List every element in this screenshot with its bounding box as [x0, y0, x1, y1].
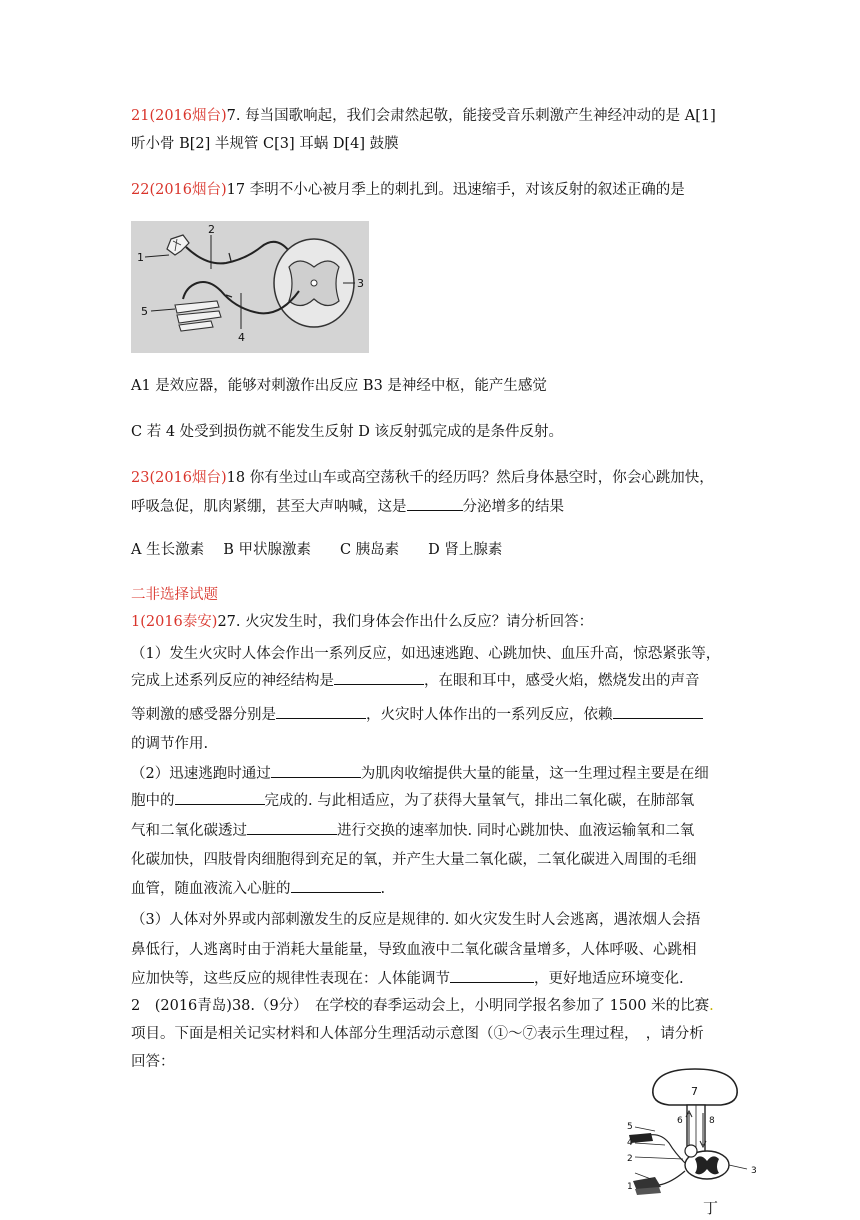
q21-line1 [131, 106, 716, 126]
q1-p1-line3 [131, 704, 703, 725]
q1-p2-line1-part2: 为肌肉收缩提供大量的能量，这一生理过程主要是在细 [360, 766, 709, 782]
fig2-label-2: 2 [627, 1154, 633, 1164]
reflex-arc-figure [131, 221, 369, 353]
fig2-label-7: 7 [691, 1085, 698, 1098]
q1-p2-line1-part1: （2）迅速逃跑时通过 [131, 766, 271, 782]
q23-line2-part2: 分泌增多的结果 [462, 499, 564, 515]
fig2-label-5: 5 [627, 1122, 633, 1132]
q1-p1-line1: （1）发生火灾时人体会作出一系列反应，如迅速逃跑、心跳加快、血压升高，惊恐紧张等， [131, 646, 721, 662]
q2-line1 [131, 996, 714, 1016]
fig1-label-4: 4 [238, 331, 245, 344]
answer-blank[interactable] [271, 763, 361, 778]
q1-p1-line2-part2: ，在眼和耳中，感受火焰，燃烧发出的声音 [424, 673, 700, 689]
answer-blank[interactable] [407, 496, 463, 511]
answer-blank[interactable] [291, 878, 381, 893]
q1-p2-line2-part2: 完成的. 与此相适应，为了获得大量氧气，排出二氧化碳，在肺部氧 [264, 793, 695, 809]
q1-p2-line5 [131, 878, 385, 899]
answer-blank[interactable] [334, 670, 424, 685]
q1-p2-line1 [131, 763, 709, 784]
physiology-figure [625, 1063, 765, 1216]
q1-p3-line2: 鼻低行，人逃离时由于消耗大量能量，导致血液中二氧化碳含量增多，人体呼吸、心跳相 [131, 942, 697, 958]
fig2-label-3: 3 [751, 1166, 757, 1176]
q1-p2-line3-part2: 进行交换的速率加快. 同时心跳加快、血液运输氧和二氧 [337, 823, 695, 839]
q2-marker: . [709, 998, 714, 1014]
answer-blank[interactable] [450, 968, 534, 983]
fig2-label-6: 6 [677, 1116, 683, 1126]
q1-p2-line4: 化碳加快，四肢骨肉细胞得到充足的氧，并产生大量二氧化碳，二氧化碳进入周围的毛细 [131, 852, 697, 868]
answer-blank[interactable] [276, 704, 366, 719]
fig2-label-8: 8 [709, 1116, 715, 1126]
q23-text: 18 你有坐过山车或高空荡秋千的经历吗？然后身体悬空时，你会心跳加快， [226, 470, 714, 486]
q2-line3: 回答： [131, 1054, 175, 1070]
brain-spinal-diagram [625, 1063, 765, 1216]
q21-source: 21(2016烟台) [131, 108, 227, 124]
q23-line2 [131, 496, 564, 517]
q1-p1-line3-part1: 等刺激的感受器分别是 [131, 707, 276, 723]
q1-p3-line3-part2: ，更好地适应环境变化. [534, 971, 684, 987]
fig2-label-4: 4 [627, 1138, 633, 1148]
answer-blank[interactable] [613, 704, 703, 719]
q1-source: 1(2016泰安) [131, 614, 218, 630]
fig2-caption: 丁 [703, 1199, 719, 1216]
q1-p2-line2-part1: 胞中的 [131, 793, 175, 809]
q22-option-cd: C 若 4 处受到损伤就不能发生反射 D 该反射弧完成的是条件反射。 [131, 424, 563, 440]
q1-p2-line5-part1: 血管，随血液流入心脏的 [131, 881, 291, 897]
reflex-arc-diagram [131, 221, 369, 353]
fig1-label-1: 1 [137, 251, 144, 264]
fig1-label-5: 5 [141, 305, 148, 318]
q2-line1-text: 2 (2016青岛)38.（9分） 在学校的春季运动会上，小明同学报名参加了 1500 米的比赛 [131, 998, 710, 1014]
section-heading: 二非选择试题 [131, 587, 218, 603]
q22-source: 22(2016烟台) [131, 182, 227, 198]
q22-line1 [131, 180, 685, 200]
q1-p1-line4: 的调节作用. [131, 736, 209, 752]
q22-option-ab: A1 是效应器，能够对刺激作出反应 B3 是神经中枢，能产生感觉 [131, 378, 547, 394]
q1-p3-line1: （3）人体对外界或内部刺激发生的反应是规律的. 如火灾发生时人会逃离，遇浓烟人会捂 [131, 912, 701, 928]
q1-p3-line3 [131, 968, 684, 989]
q1-intro-text: 27. 火灾发生时，我们身体会作出什么反应？请分析回答： [217, 614, 594, 630]
q1-p1-line2 [131, 670, 700, 691]
q22-text: 17 李明不小心被月季上的刺扎到。迅速缩手，对该反射的叙述正确的是 [226, 182, 685, 198]
q1-p3-line3-part1: 应加快等，这些反应的规律性表现在：人体能调节 [131, 971, 450, 987]
q2-line2: 项目。下面是相关记实材料和人体部分生理活动示意图（①～⑦表示生理过程， ，请分析 [131, 1026, 704, 1042]
q1-p2-line2 [131, 790, 694, 811]
q23-line1 [131, 468, 714, 488]
q21-text: 7. 每当国歌响起，我们会肃然起敬，能接受音乐刺激产生神经冲动的是 A[1] [226, 108, 716, 124]
q23-line2-part1: 呼吸急促，肌肉紧绷，甚至大声呐喊，这是 [131, 499, 407, 515]
q1-p2-line3-part1: 气和二氧化碳透过 [131, 823, 247, 839]
answer-blank[interactable] [247, 820, 337, 835]
q23-source: 23(2016烟台) [131, 470, 227, 486]
q1-p2-line3 [131, 820, 694, 841]
q21-line2: 听小骨 B[2] 半规管 C[3] 耳蜗 D[4] 鼓膜 [131, 136, 399, 152]
q23-options: A 生长激素 B 甲状腺激素 C 胰岛素 D 肾上腺素 [131, 542, 503, 558]
q1-p1-line3-part2: ，火灾时人体作出的一系列反应，依赖 [366, 707, 613, 723]
q1-intro [131, 612, 593, 632]
fig1-label-3: 3 [357, 277, 364, 290]
answer-blank[interactable] [175, 790, 265, 805]
q1-p1-line2-part1: 完成上述系列反应的神经结构是 [131, 673, 334, 689]
fig1-label-2: 2 [208, 223, 215, 236]
fig2-label-1: 1 [627, 1182, 633, 1192]
q1-p2-line5-part2: . [380, 881, 386, 897]
